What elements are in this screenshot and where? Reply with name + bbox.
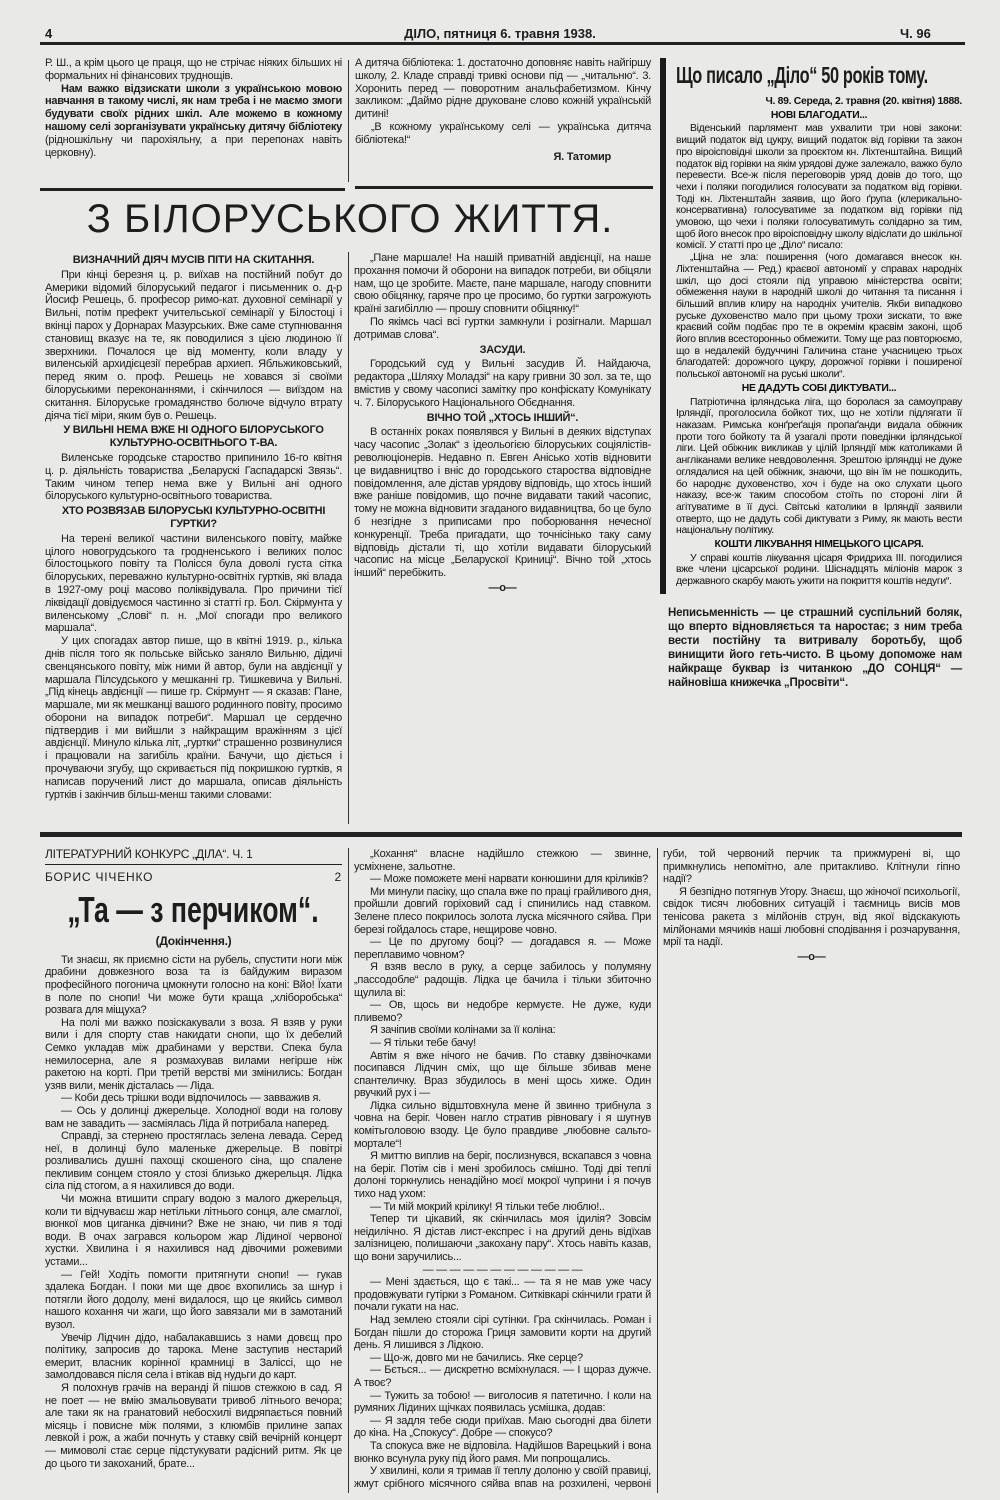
story-paragraph: Тепер ти цікавий, як скінчилась моя ідилія? Зовсім неідилічно. Я дістав лист-експрес і на другий день відїхав залізницею, полишаючи „закохану пару“. Хтось навіть казав, що вони заручились... [354,1213,651,1263]
paragraph: В останніх роках появлявся у Вильні в деяких відступах часу часопис „Золак“ з ідеольогією білоруських соціялістів-революціонерів. Недавно п. Евген Анісько хотів відновити це видавництво і вніс до городського староства відповідне повідомлення, але дістав урядову відповідь, що хтось інший вже раніше повідомив, що почне видавати такий часопис, тому не можна відновити згаданого видавництва, бо це було б незгідне з приписами про поборювання нечесної конкуренції. Треба пригадати, що точнісінько таку саму відповідь дістали ті, що хотіли видавати білоруський часопис на місце „Беларускої Криниці“. Вічно той „хтось інший“ перебіжить. [354,426,651,580]
story-paragraph: — Може поможете мені нарвати конюшини для кріликів? [370,873,648,886]
story-paragraph: — Я задля тебе сюди приїхав. Маю сьогодні два білети до кіна. На „Спокусу“. Добре — спокусо? [354,1414,651,1440]
story-paragraph: Я миттю виплив на беріг, послизнувся, вскапався з човна на беріг. Потім сів і мені зробилось смішно. Тоді дві теплі долоні торкнулись ненадійно моєї мокрої чуприни і я почув тихо над ухом: [354,1150,651,1201]
story-author: БОРИС ЧІЧЕНКО [45,869,154,884]
right-column [660,52,962,690]
section-title: НОВІ БЛАГОДАТИ... [770,109,868,121]
paragraph: „Пане маршале! На нашій приватній авдієнції, на наше прохання помочи й оборони на випадок потреби, ви обіцяли нам, що це зробите. Маєте, пане маршале, нагоду сповнити свою обіцянку, гаряче про це просимо, бо гуртки загрожують країні загибіллю — прошу сповнити обіцянку!“ [354,252,651,316]
page-number: 4 [45,26,53,41]
belarus-headline: З БІЛОРУСЬКОГО ЖИТТЯ. [86,197,614,241]
masthead: ДІЛО, пятниця 6. травня 1938. [404,26,596,41]
story-paragraph: — Коби десь трішки води відпочилось — завважив я. [61,1092,321,1105]
story-paragraph: — Тужить за тобою! — виголосив я патетично. І коли на румяних Лідиних щічках появилась усмішка, додав: [354,1389,651,1415]
section-title: ВИЗНАЧНИЙ ДІЯЧ МУСІВ ПІТИ НА СКИТАННЯ. [72,254,315,266]
fifty-years-title: Що писало „Діло“ 50 років тому. [676,62,928,88]
section-title: ЗАСУДИ. [479,343,526,356]
story-paragraph: Я полохнув грачів на веранді й пішов стежкою в сад. Я не поет — не вмію змальовувати тривоб літнього вечора; але таки як на гранатовий небосхилі видряпається повний місяць і повисне між полями, з клюмбів прилине запах левкой і рож, а жаби почнуть у ставку свій вечірній концерт — мимоволі стає серце підстукувати радісний ритм. Як це до цього ти закоханий, брате... [45,1381,342,1470]
story-paragraph: Над землею стояли сірі сутінки. Гра скінчилась. Роман і Богдан пішли до сторожа Гриця замовити корти на другий день. Я лишився з Лідкою. [354,1313,651,1352]
story-paragraph: „Кохання“ власне надійшло стежкою — звинне, усміхнене, зальотне. [354,848,651,873]
fifty-years-text [676,96,962,588]
header-rule [40,42,965,45]
story-paragraph: — Гей! Ходіть помогти притягнути снопи! — гукав здалека Богдан. І поки ми ще двоє вхопились за шнур і потягли його додолу, мені видалося, що це якийсь символ нашого кохання чи жаги, що його завязали ми в замотаний вузол. [45,1268,342,1331]
story-number: 2 [334,869,342,884]
story-paragraph: Я зачіпив своїми колінами за її коліна: [370,1024,556,1037]
paragraph: Р. Ш., а крім цього це праця, що не стрічає ніяких більших ні формальних ні фінансових труднощів. [45,57,342,82]
signature: Я. Татомир [553,150,611,163]
story-paragraph: Я взяв весло в руку, а серце забилось у полумяну „пассодобле“ радощів. Лідка це бачила і тільки збиточно щулила ві: [354,961,651,999]
paragraph: Городський суд у Вильні засудив Й. Найдаюча, редактора „Шляху Моладзі“ на кару гривни 30 зол. за те, що вмістив у свому часописі замітку про конфіскату Комунікату ч. 7. Білоруського Національного Обєднання. [354,358,651,409]
story-byline [45,871,342,884]
section-title: КОШТИ ЛІКУВАННЯ НІМЕЦЬКОГО ЦІСАРЯ. [714,539,924,551]
paragraph-bold [45,83,342,160]
story-paragraph: — Бється... — дискретно всміхнулася. — І щораз дужче. А твоє? [354,1364,651,1389]
top-mid-article [355,57,651,163]
rule [355,186,653,189]
story-paragraph: Ти знаєш, як приємно сісти на рубель, спустити ноги між драбини довжезного воза та із байдужим виразом професійного погонича цмокнути голосно на коні: Вйо! Їхати в поле по снопи! Чи може бути краща „хліборобська“ розвага для міщуха? [45,953,342,1017]
dateline: Ч. 89. Середа, 2. травня (20. квітня) 1888. [765,96,962,107]
story-subtitle: (Докінчення.) [155,934,232,949]
paragraph: Виленське городське староство припинило 16-го квітня ц. р. діяльність товариства „Беларускі Гаспадарскі Звязь“. Таким чином тепер нема вже у Вильні ані одного білоруського культурно-освітнього товариства. [45,451,342,503]
story-paragraph: — Ов, щось ви недобре кермуєте. Не дуже, куди пливемо? [354,999,651,1024]
story-paragraph: У хвилині, коли я тримав її теплу долоню у своїй правиці, жмут срібного місячного сяйва впав на розхилені, червоні губи, той червоний перчик та прижмурені ві, що примкнулись непомітно, але притакливо. Клітнули гіпно надії? [354,848,960,1490]
paragraph: Патріотична ірляндська ліга, що боролася за самоуправу Ірляндії, проголосила бойкот тих, що не хотіли підлягати її наказам. Римська конґреґація пропаґанди видала обіжник проти того бойкоту та й узагалі проти поведінки ірляндської ліги. Цей обіжник викликав у цілій Ірляндії між католиками й англіканами велике невдоволення. Зрештою ірляндці не дуже оглядалися на цей обіжник, знаючи, що він їм не пошкодить, бо народнє духовенство, хоч і буде на око слухати цього наказу, все-ж таким способом стоїть по стороні ліги й агітуватиме в її дусі. Світські католики в Ірляндії заявили отверто, що не дадуть собі диктувати з Риму, як мають вести національну політику. [676,396,962,537]
paragraph: У цих спогадах автор пише, що в квітні 1919. р., кілька днів після того як польське військо заняло Вильню, дідичі свенцянського повіту, між ними й автор, були на авдієнції у маршала Пілсудського у мешканні гр. Тишкевича у Вильні. „Під кінець авдієнції — пише гр. Скірмунт — я сказав: Пане, маршале, ми як мешканці вашого родинного повіту, просимо оборони на випадок потреби“. Маршал це сердечно підтвердив і ми вийшли з найкращим вражінням з цієї авдієнції. Минуло кілька літ, „гуртки“ страшенно розвинулися і працювали на загибіль країни. Бачучи, що діється і прочуваючи згубу, що скривається під покришкою гуртків, я написав поручений лист до маршала, описав діяльність гуртків і закінчив більш-менш такими словами: [45,635,342,801]
end-mark: —o— [797,950,826,963]
contest-label: ЛІТЕРАТУРНИЙ КОНКУРС „ДІЛА“. Ч. 1 [45,848,342,865]
paragraph: „В кожному українському селі — українська дитяча бібліотека!“ [355,120,651,146]
paragraph: При кінці березня ц. р. виїхав на постійний побут до Америки відомий білоруський педагог і письменник о. д-р Йосиф Решець, б. професор римо-кат. духовної семінарії у Вильні, потім префект учительської семінарії у Білостоці і вкінці парох у Дорнарах Мазурських. Вже саме ступнювання становищ вказує на те, як поводилися з цією людиною її зверхники. Почалося це від моменту, коли владу у виленській архидієцезії перебрав архиеп. Ябльжиковський, перед яким о. проф. Решець не ховався зі своїми білоруськими переконаннями, і скінчилося — виїздом на скитання. Білоруське громадянство болюче відчуло втрату діяча тієї міри, яким був о. Решець. [45,268,342,422]
column-divider [348,60,349,182]
issue-number: Ч. 96 [900,26,931,41]
literacy-notice: Неписьменність — це страшний суспільний боляк, що вперто відновляється та наростає; з ним треба вести постійну та витривалу боротьбу, щоб винищити його геть-чисто. В цьому допоможе нам найкраще буквар із читанкою „ДО СОНЦЯ“ — найновіша книжечка „Просвіти“. [668,606,962,689]
story-paragraph: Та спокуса вже не відповіла. Надійшов Варецький і вона вюнко всунула руку під його рамя. Ми попрощались. [354,1439,651,1465]
paragraph: „Ціна не зла: поширення (чого домагався внесок кн. Ліхтенштайна — Ред.) краєвої автономії у справах народніх шкіл, що досі стояли під управою міністерства освіти; обмеження науки в народній школі до читання та писання і більший вплив клиру на народніх учителів. Якби випадково руське духовенство мало при цьому трохи зискати, то вже краєвий сойм подбає про те в окремім краєвім законі, щоб його вплив всесторонньо обмежити. Тому ще раз повторюємо, що в недалекій будуччині Галичина стане учасницею трьох благодатей: дорожчого цукру, дорожчої горівки і поширеної польської автономії на руські школи“. [676,252,962,381]
story-body [45,848,960,1493]
paragraph: На терені великої частини виленського повіту, майже цілого новогрудського та гродненського і великих полос білостоцького повіту та Полісся була доволі густа сітка білоруських, переважно культурно-освітніх гуртків, які влада в 1927-ому році масово поліквідувала. Про причини тієї ліквідації довідуємося частинно зі статті гр. Бол. Скірмунта у виленському „Слові“ п. н. „Мої спогади про великого маршала“. [45,532,342,635]
story-paragraph: — Ось у долинці джерельце. Холодної води на голову вам не завадить — засміялась Ліда й потрибала наперед. [45,1104,342,1130]
paragraph: У справі коштів лікування цісаря Фридриха III. погодилися вже члени цісарської родини. Шіснадцять міліонів марок з державного скарбу мають ужити на покриття коштів недуги“. [676,552,962,588]
story-paragraph: Автім я вже нічого не бачив. По ставку дзвіночками посипався Лідчин сміх, що ще більше збивав мене спантеличку. Враз збудилось в мені щось хиже. Один рвучкий рух і — [354,1049,651,1100]
story-paragraph: — Я тільки тебе бачу! [370,1036,476,1049]
section-rule [40,832,962,837]
section-title: НЕ ДАДУТЬ СОБІ ДИКТУВАТИ... [741,382,897,394]
paragraph: А дитяча бібліотека: 1. достаточно доповняє навіть найгіршу школу, 2. Кладе справді тривкі основи під — „читальню“. 3. Хоронить перед — поворотним анальфабетизмом. Кінчу закликом: „Даймо рідне друковане слово кожній українській дитині! [355,57,651,121]
paragraph-tail: (рідношкільну чи парохіяльну, а при перепонах навіть церковну). [45,133,342,159]
section-title: ХТО РОЗВЯЗАВ БІЛОРУСЬКІ КУЛЬТУРНО-ОСВІТНІ ГУРТКИ? [61,505,326,530]
story-paragraph: — — — — — — — — — — — — [422,1263,583,1276]
rule [40,188,345,191]
story-paragraph: — Що-ж, довго ми не бачились. Яке серце? [370,1351,583,1364]
story-paragraph: — Це по другому боці? — догадався я. — Може переплавимо човном? [354,936,651,961]
bold-text: Нам важко відзискати школи з українською мовою навчання в такому числі, як нам треба і не маємо змоги будувати своїх рідних шкіл. Але можемо в кожному нашому селі зорганізувати українську дитячу бібліотеку [45,82,342,133]
story-paragraph: — Мені здається, що є такі... — та я не мав уже часу продовжувати гутірки з Романом. Ситківкарі скінчили грати й почали гукати на нас. [354,1276,651,1314]
story-paragraph: Лідка сильно відштовхнула мене й звинно трибнула з човна на беріг. Човен нагло стратив рівновагу і я шугнув комітьголовою взоду. Це було правдиве „любовне сальто-мортале“! [354,1099,651,1150]
fifty-years-ago-box [660,58,962,594]
end-mark: —o— [488,581,517,594]
belarus-article [45,252,651,824]
story-paragraph: Ми минули пасіку, що спала вже по праці грайливого дня, пройшли довгий горіховий сад і спинились над ставком. Зелене плесо покрилось золота луска місячного сяйва. При березі гойдалось старе, нещирове човно. [354,885,651,936]
paragraph: По якімсь часі всі гуртки замкнули і розігнали. Маршал дотримав слова“. [354,315,651,341]
section-title: У ВИЛЬНІ НЕМА ВЖЕ НІ ОДНОГО БІЛОРУСЬКОГО КУЛЬТУРНО-ОСВІТНЬОГО Т-ВА. [63,424,324,450]
story-title: „Та — з перчиком“. [67,889,319,931]
top-left-article [45,57,342,159]
section-title: ВІЧНО ТОЙ „ХТОСЬ ІНШИЙ“. [426,411,579,424]
story-paragraph: Я безпідно потягнув Угору. Знаєш, що жіночої психольогії, свідок тисяч любовних ситуацій і таємниць висів мов тенісова ракета з мілйонів струн, від якої відскакують мілйонами мячиків наші любовні сподівання і розчарування, мрії та надії. [663,885,961,949]
story-paragraph: — Ти мій мокрий крілику! Я тільки тебе люблю!.. [370,1200,605,1213]
story-paragraph: Чи можна втишити спрагу водою з малого джерельця, коли ти відчуваєш жар нетільки літнього сонця, але смаглої, вюнкої мов циганка дівчини? Вже не знаю, чи пив я тоді води. В очах загрався кольором жар Лідиної червоної хустки. Хвилина і я нахилився над дівочими рожевими устами... [45,1193,342,1269]
paragraph: Віденський парлямент мав ухвалити три нові закони: вищий податок від цукру, вищий податок від горівки та закон про віроісповідні школи за проєктом кн. Ліхтенштайна. Вищий податок від горівки на якім урядові дуже залежало, важко було перевести. Все-ж після переговорів уряд довів до того, що чехи і поляки погодилися голосувати за податком від горівки. Тоді кн. Ліхтенштайн заявив, що його ґрупа (клерикально-консервативна) голосуватиме за податком від горівки під умовою, що чехи і поляки голосуватимуть солідарно за тим, щоб його внесок про віроісповідну школу відіслати до шкільної комісії. У статті про це „Діло“ писало: [676,123,962,252]
story-paragraph: На полі ми важко позіскакували з воза. Я взяв у руки вили і для спорту став накидати снопи, що їх дебелий Семко укладав між драбинами у верстви. Спека була немилосерна, але я розмахував вилами негірше ніж ракетою на корті. При третій верстві ми змінились: Богдан узяв вили, менік дісталась — Ліда. [45,1016,342,1092]
story-paragraph: Увечір Лідчин дідо, набалакавшись з нами довєщ про політику, запросив до тарока. Мене заступив нестарий емерит, власник корінної крамниці в Заліссі, що не замолдовався після села і втікав від нудьги до карт. [45,1331,342,1382]
story-paragraph: Справді, за стернею простяглась зелена левада. Серед неї, в долинці було маленьке джерельце. В повітрі розливались душні пахощі скошеного сіна, що спалене пекливим сонцем стояло у стозі близько джерельця. Лідка сіла під стогом, а я нахилився до води. [45,1130,342,1193]
